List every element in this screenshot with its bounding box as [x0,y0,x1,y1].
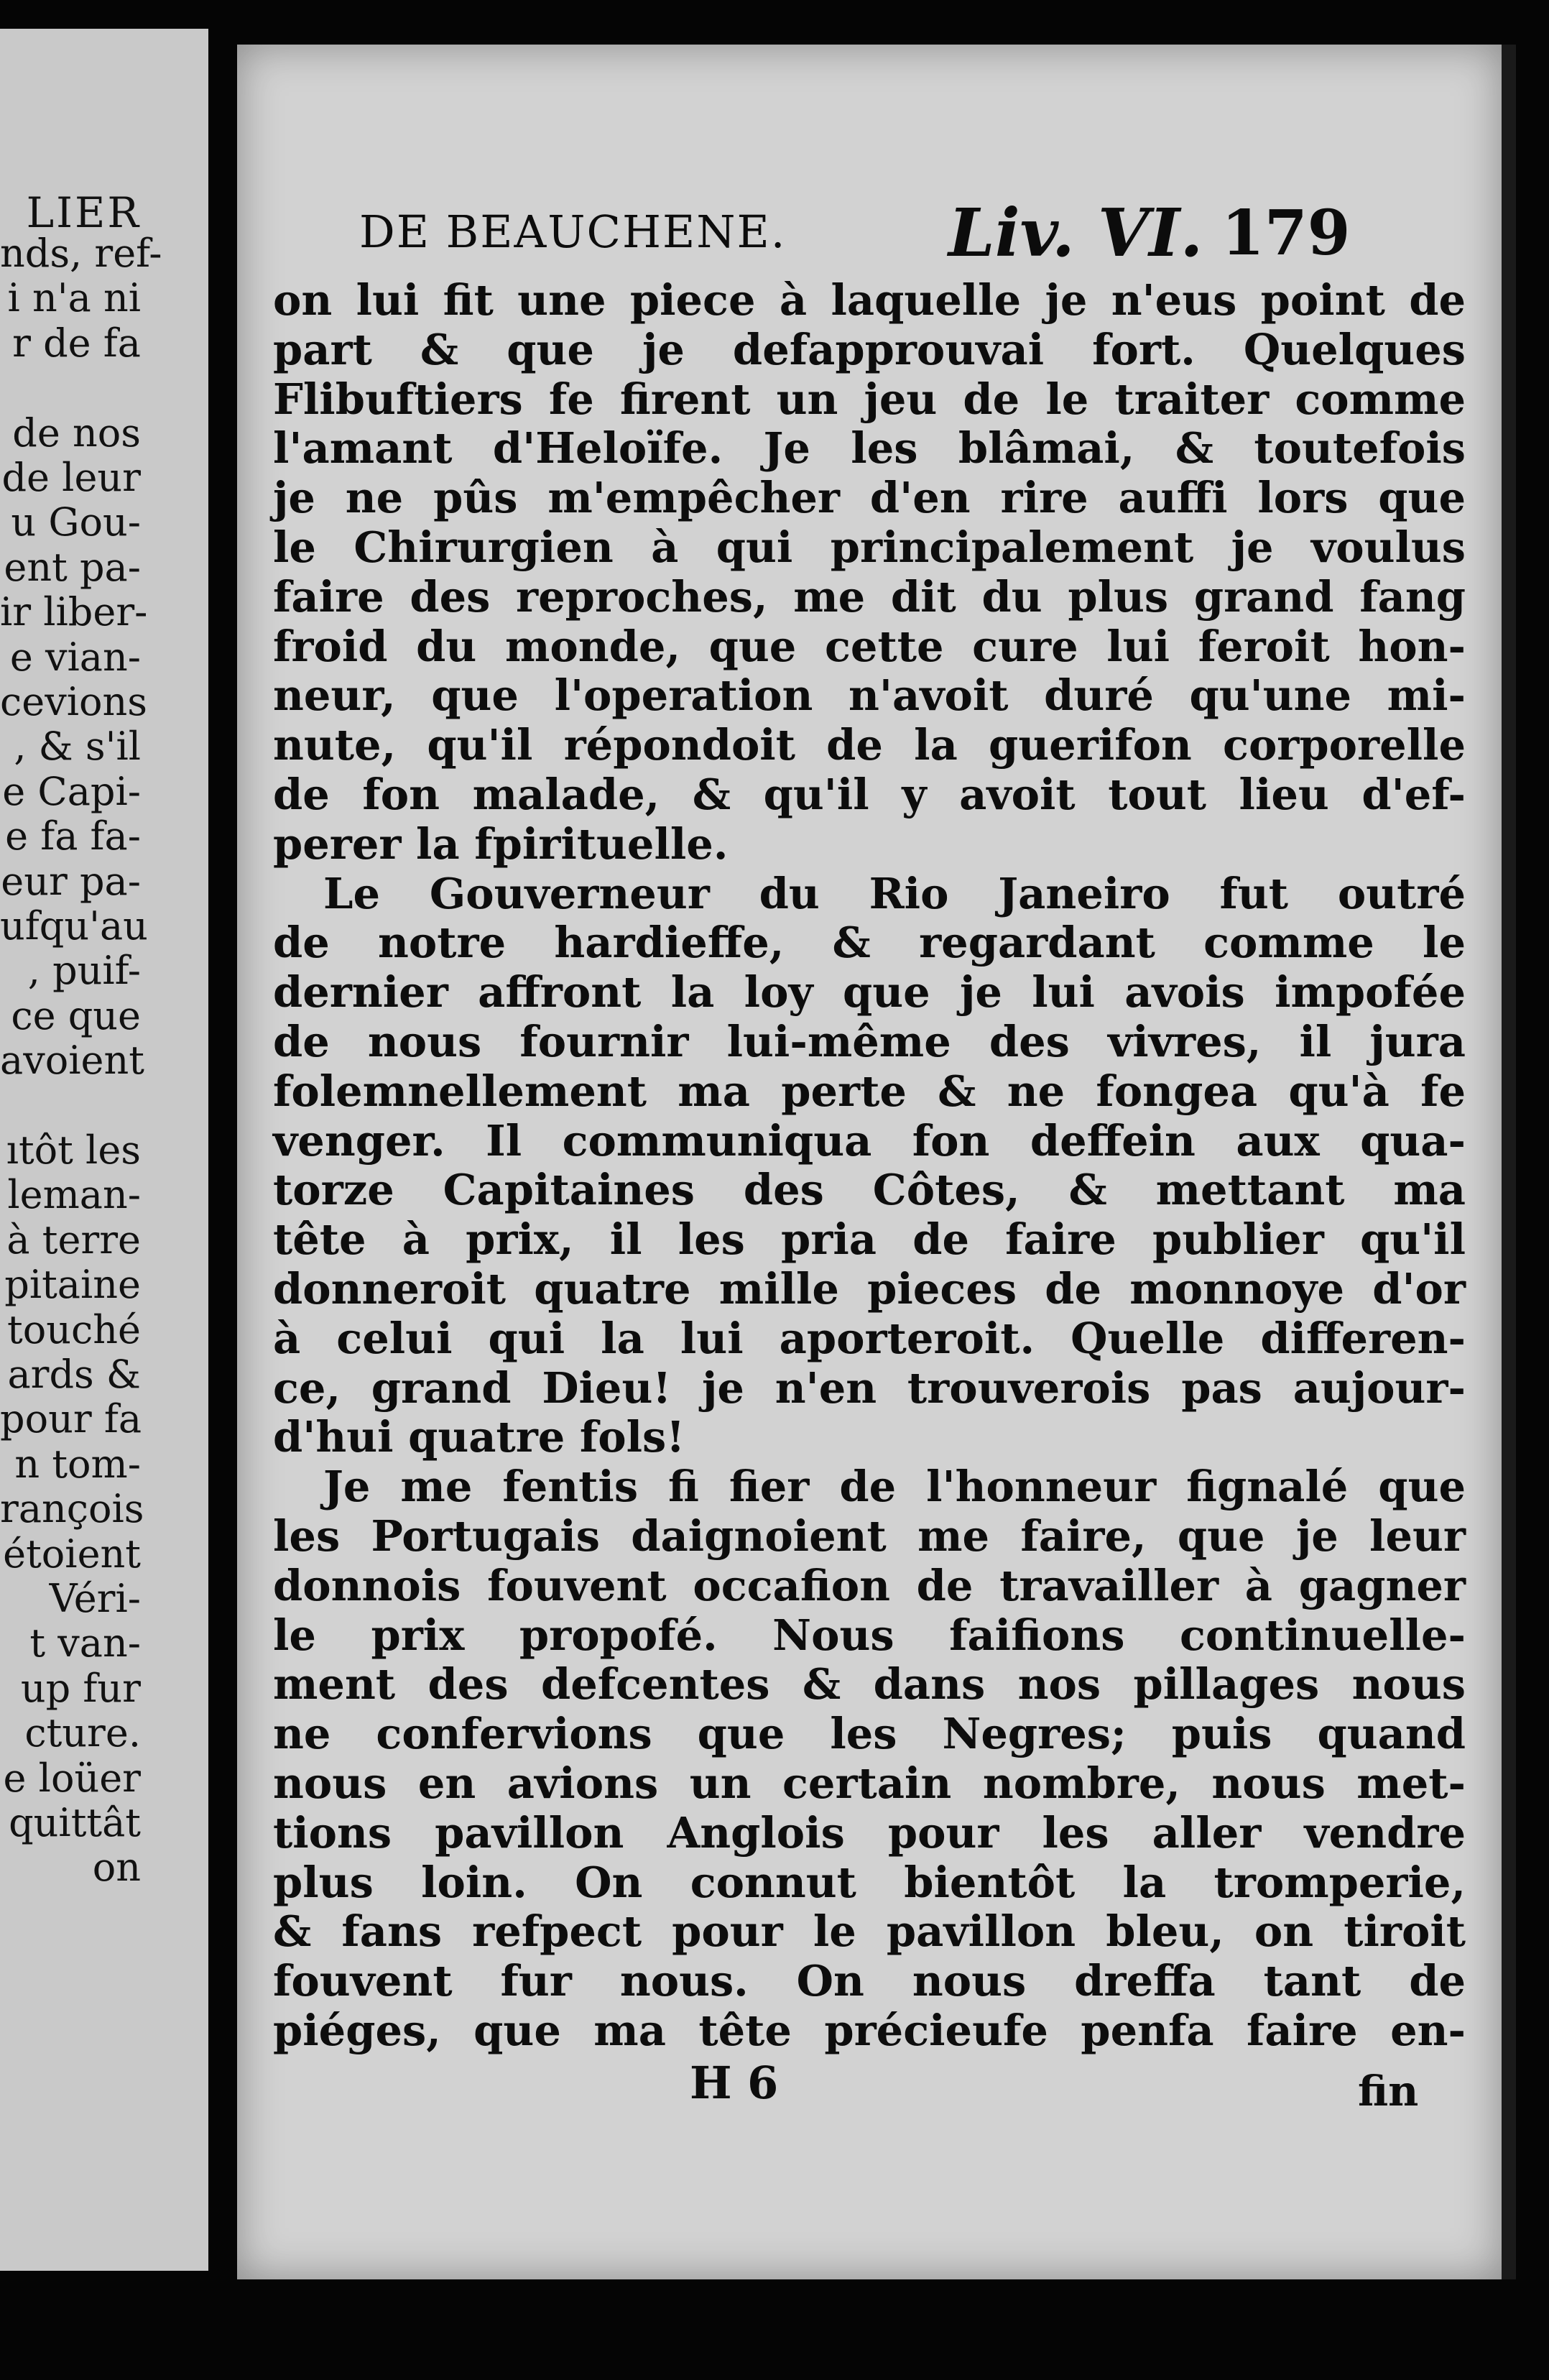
left-text-line: quittât [9,1800,141,1845]
text-line: tête à prix, il les pria de faire publier qu'il [273,1214,1466,1265]
left-text-line: , & s'il [14,724,141,770]
left-text-line: ards & [7,1352,141,1397]
left-text-line: étoient [3,1531,141,1577]
left-text-line: t van- [29,1620,141,1666]
text-line: part & que je defapprouvai fort. Quelques [273,324,1466,374]
left-text-line: avoient [0,1038,144,1084]
left-text-line: on [92,1845,141,1891]
text-line: d'hui quatre fols! [273,1412,685,1462]
signature-mark: H 6 [690,2057,779,2109]
left-text-line: up fur [20,1665,141,1711]
text-line: les Portugais daignoient me faire, que je leur [273,1510,1466,1561]
main-page [237,45,1502,2279]
left-text-line: ent pa- [4,544,141,590]
text-line: de notre hardieffe, & regardant comme le [273,918,1466,968]
left-running-head: LIER [26,188,141,237]
left-text-line: r de fa [12,320,141,366]
text-line: fouvent fur nous. On nous dreffa tant de [273,1956,1466,2006]
body-text [273,276,1466,2056]
text-line: faire des reproches, me dit du plus grand fang [273,571,1466,622]
left-text-line: ce que [11,992,141,1038]
text-line: folemnellement ma perte & ne fongea qu'à fe [273,1066,1466,1116]
page-number: 179 [1221,197,1351,269]
text-line: ce, grand Dieu! je n'en trouverois pas aujour- [273,1362,1466,1413]
text-line: tions pavillon Anglois pour les aller vendre [273,1807,1466,1858]
running-head [352,194,1473,273]
left-text-line: e vian- [9,634,141,680]
text-line: dernier affront la loy que je lui avois impofée [273,967,1466,1018]
left-text-line: à terre [6,1217,141,1263]
left-text-line: , puif- [27,948,141,994]
left-text-line: ıtôt les [6,1127,141,1173]
left-text-line: de leur [1,455,141,500]
left-text-line: eur pa- [1,858,141,904]
running-head-book: Liv. VI. [948,194,1203,272]
text-line: donnois fouvent occafion de travailler à gagner [273,1560,1466,1610]
text-line: venger. Il communiqua fon deffein aux qua- [273,1115,1466,1166]
left-text-line: ufqu'au [0,903,148,949]
text-line: Flibuftiers fe firent un jeu de le traiter comme [273,374,1466,424]
left-text-line: de nos [12,410,141,456]
left-text-line: u Gou- [11,499,141,545]
left-text-line: ir liber- [0,589,148,635]
left-facing-page [0,29,208,2271]
book-gutter [208,0,237,2380]
text-line: piéges, que ma tête précieufe penfa faire en- [273,2005,1466,2055]
text-line: le Chirurgien à qui principalement je voulus [273,522,1466,572]
text-line: donneroit quatre mille pieces de monnoye d'or [273,1263,1466,1314]
text-line: ment des defcentes & dans nos pillages nous [273,1659,1466,1710]
left-text-line: cture. [24,1710,141,1756]
catchword: fin [1358,2067,1419,2116]
left-text-line: pitaine [4,1262,141,1308]
text-line: de fon malade, & qu'il y avoit tout lieu d'ef- [273,769,1466,819]
text-line: Je me fentis fi fier de l'honneur fignalé que [323,1462,1466,1512]
text-line: perer la fpirituelle. [273,818,729,869]
text-line: & fans refpect pour le pavillon bleu, on tiroit [273,1906,1466,1957]
text-line: on lui fit une piece à laquelle je n'eus point de [273,275,1466,325]
text-line: je ne pûs m'empêcher d'en rire auffi lors que [273,473,1466,523]
left-text-line: n tom- [14,1441,141,1487]
left-text-line: rançois [0,1486,144,1532]
running-head-title: DE BEAUCHENE. [359,206,787,258]
text-line: plus loin. On connut bientôt la tromperie, [273,1857,1466,1907]
text-line: l'amant d'Heloïfe. Je les blâmai, & toutefois [273,423,1466,474]
left-text-line: pour fa [0,1396,142,1442]
left-text-line: touché [7,1306,141,1352]
left-text-line: e Capi- [2,768,141,814]
page-edge [1502,45,1516,2279]
left-text-line: e loüer [3,1755,141,1801]
left-text-line: e fa fa- [5,813,141,859]
text-line: neur, que l'operation n'avoit duré qu'une mi- [273,670,1466,721]
text-line: nous en avions un certain nombre, nous met- [273,1758,1466,1808]
text-line: de nous fournir lui-même des vivres, il jura [273,1016,1466,1066]
left-text-line: cevions [0,679,147,724]
left-text-line: leman- [7,1172,141,1218]
text-line: ne confervions que les Negres; puis quand [273,1709,1466,1759]
text-line: Le Gouverneur du Rio Janeiro fut outré [323,868,1466,918]
left-text-line: Véri- [49,1576,141,1621]
text-line: le prix propofé. Nous faifions continuelle- [273,1610,1466,1660]
left-text-line: nds, ref- [0,231,162,276]
text-line: à celui qui la lui aporteroit. Quelle differen- [273,1313,1466,1363]
left-text-line: i n'a ni [7,275,141,321]
text-line: froid du monde, que cette cure lui feroit hon- [273,621,1466,671]
text-line: torze Capitaines des Côtes, & mettant ma [273,1165,1466,1215]
text-line: nute, qu'il répondoit de la guerifon corporelle [273,720,1466,770]
